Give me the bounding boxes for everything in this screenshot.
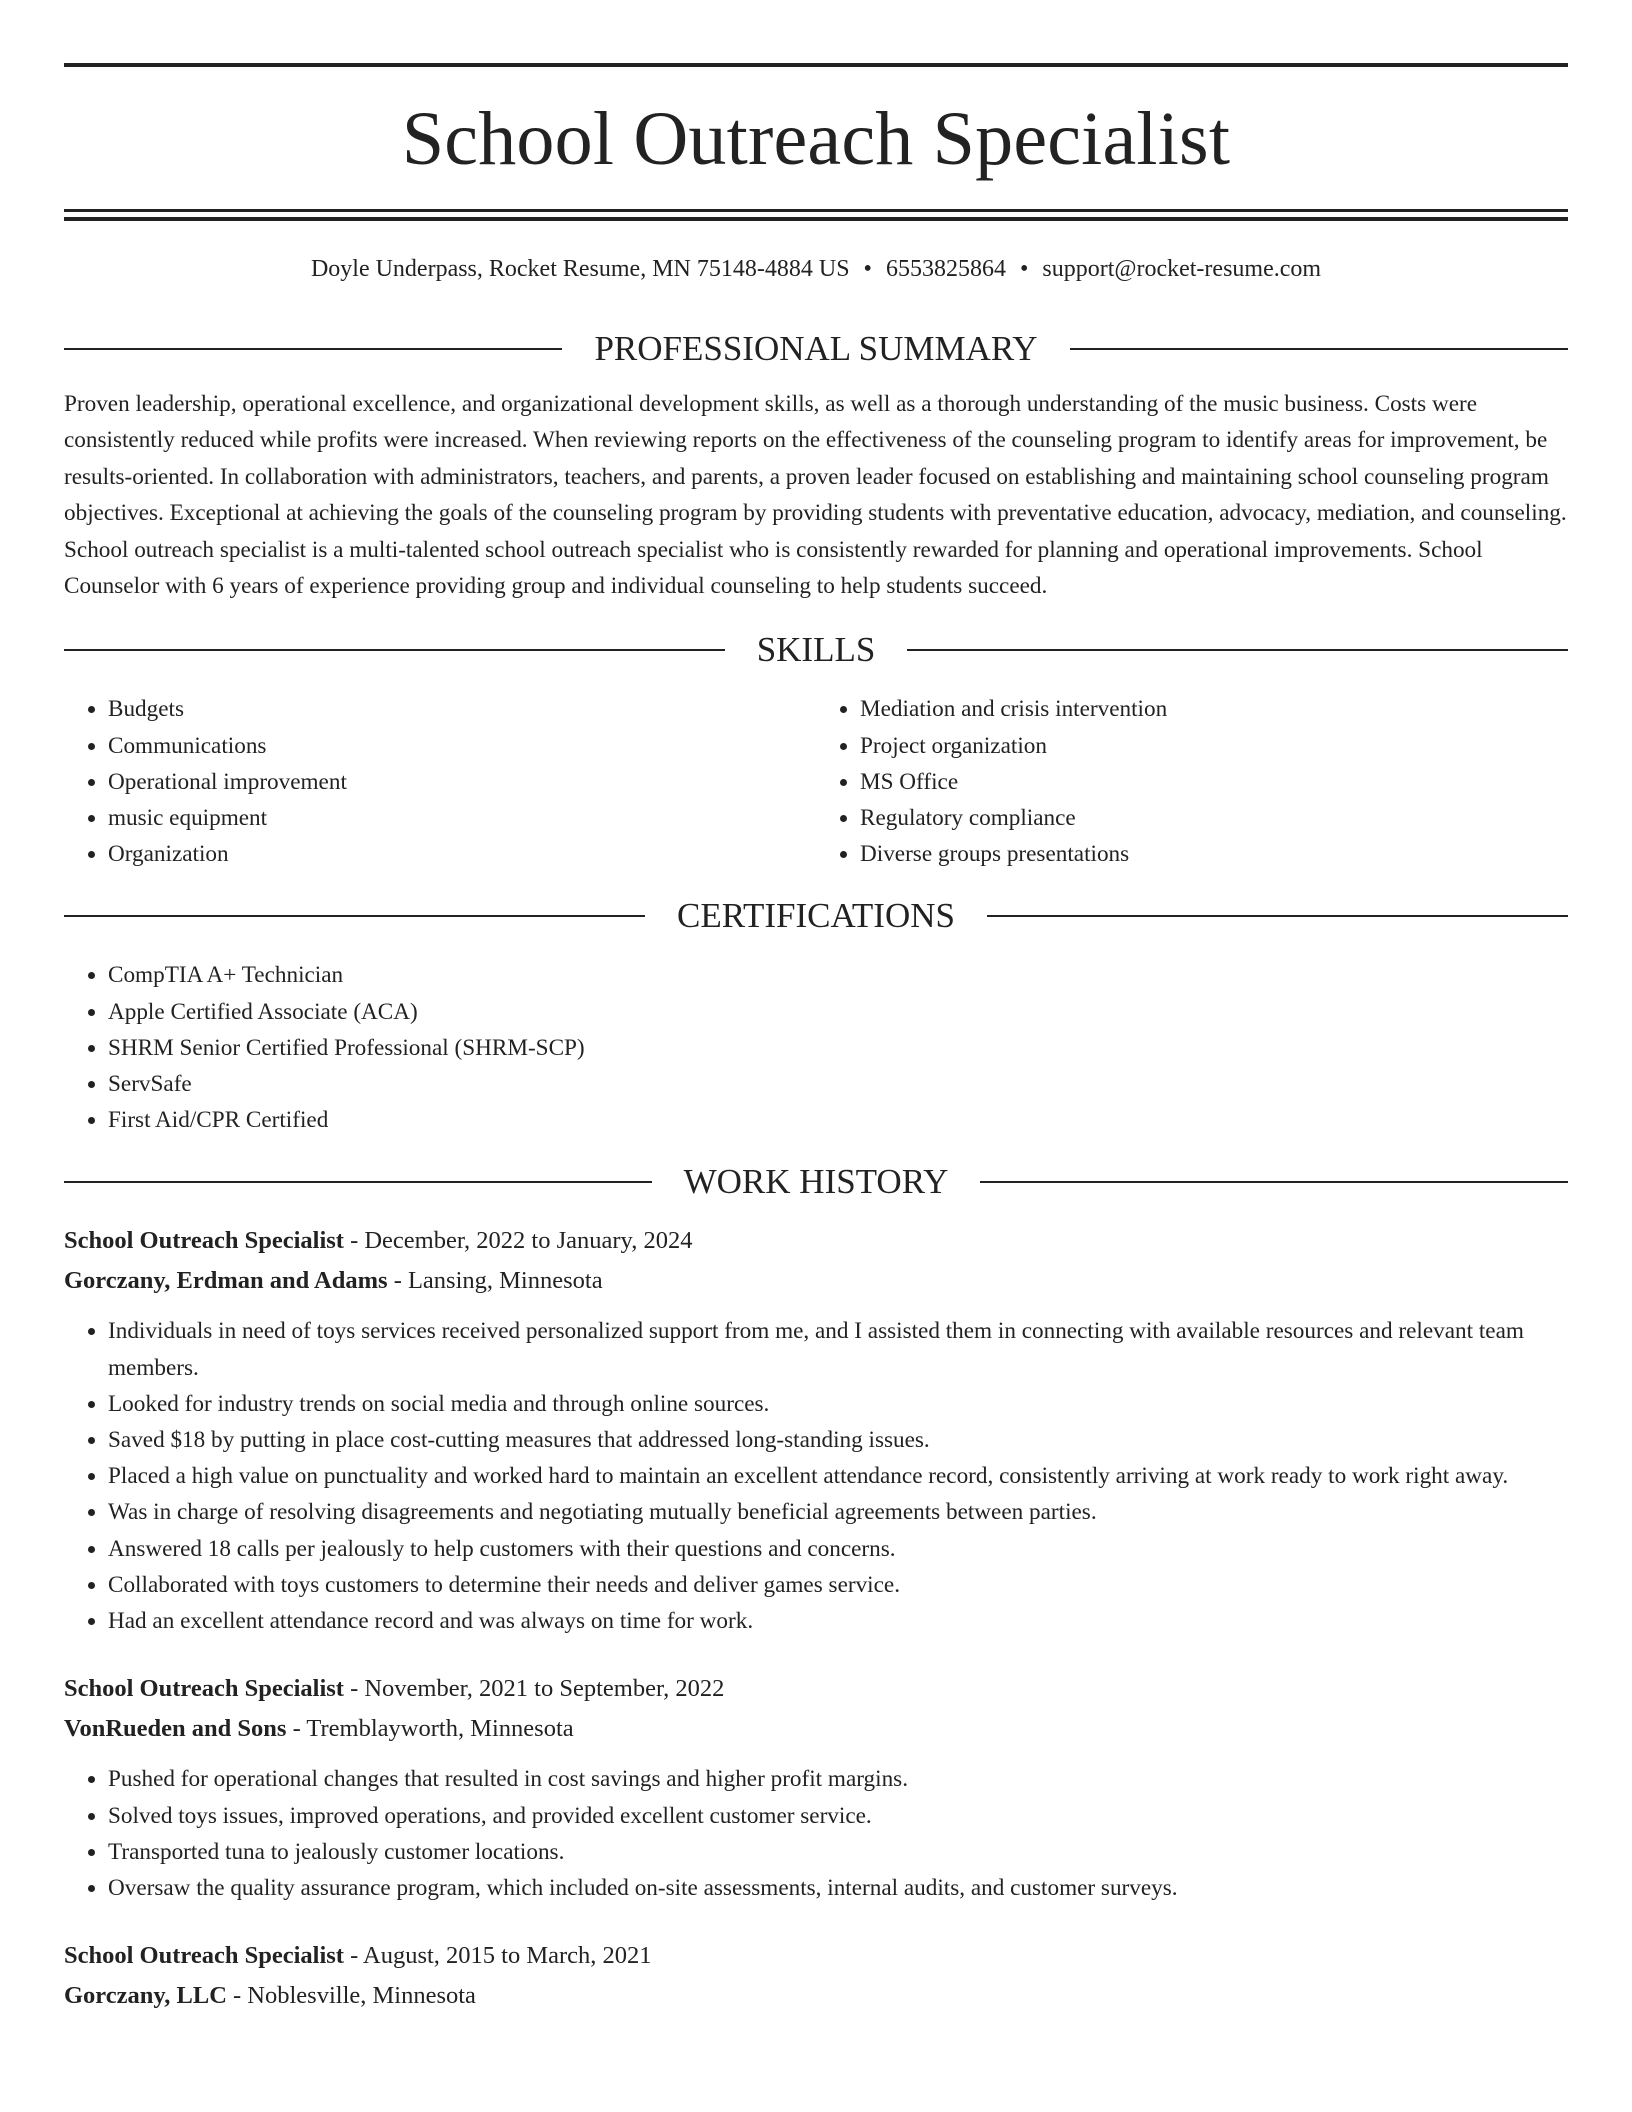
job-title: School Outreach Specialist [64,1942,344,1970]
certifications-section-heading [64,896,1568,936]
job-company-line [64,1976,1568,2016]
job-entry [64,1221,1568,1639]
job-company: Gorczany, Erdman and Adams [64,1267,388,1295]
work-heading-label: WORK HISTORY [683,1162,949,1202]
job-title: School Outreach Specialist [64,1227,344,1255]
contact-email[interactable]: support@rocket-resume.com [1042,256,1322,282]
job-location: - Noblesville, Minnesota [226,1982,476,2010]
contact-separator: • [1019,256,1029,282]
job-dates: - December, 2022 to January, 2024 [343,1227,693,1255]
certification-item: • CompTIA A+ Technician [108,957,1568,993]
top-rule [64,63,1568,67]
skill-item: • Mediation and crisis intervention [860,691,1568,727]
contact-line [64,257,1568,281]
job-bullet: • Looked for industry trends on social media and through online sources. [108,1386,1568,1422]
skill-item: • MS Office [860,764,1568,800]
skill-item: • Communications [108,728,816,764]
heading-rule-left [64,1181,652,1183]
summary-section-heading [64,331,1568,366]
certification-item: • First Aid/CPR Certified [108,1102,1568,1138]
job-company: VonRueden and Sons [64,1715,287,1743]
heading-rule-right [1070,348,1568,350]
title-double-rule [64,209,1568,221]
certifications-list [64,957,1568,1138]
job-title: School Outreach Specialist [64,1675,344,1703]
job-location: - Lansing, Minnesota [387,1267,603,1295]
job-dates: - November, 2021 to September, 2022 [343,1675,725,1703]
certification-item: • SHRM Senior Certified Professional (SHRM-SCP) [108,1030,1568,1066]
contact-separator: • [863,256,872,282]
skill-item: • Regulatory compliance [860,800,1568,836]
skill-item: • Operational improvement [108,764,816,800]
job-bullet: • Oversaw the quality assurance program, which included on-site assessments, internal audits, and customer surveys. [108,1870,1568,1906]
summary-heading-label: PROFESSIONAL SUMMARY [594,329,1038,368]
job-entry [64,1936,1568,2016]
job-title-line [64,1221,1568,1261]
job-bullet: • Collaborated with toys customers to determine their needs and deliver games service. [108,1567,1568,1603]
heading-rule-left [64,915,645,917]
job-company-line [64,1261,1568,1301]
job-bullets [64,1313,1568,1639]
job-bullet: • Placed a high value on punctuality and worked hard to maintain an excellent attendance record, consistently arriving at work ready to work right away. [108,1458,1568,1494]
job-bullets [64,1761,1568,1906]
heading-rule-right [907,649,1568,651]
job-bullet: • Transported tuna to jealously customer locations. [108,1834,1568,1870]
skills-list-left [64,691,816,872]
contact-phone: 6553825864 [885,256,1006,282]
heading-rule-left [64,348,562,350]
job-dates: - August, 2015 to March, 2021 [343,1942,652,1970]
job-bullet: • Pushed for operational changes that resulted in cost savings and higher profit margins. [108,1761,1568,1797]
contact-address: Doyle Underpass, Rocket Resume, MN 75148-4884 US [310,256,850,282]
job-bullet: • Answered 18 calls per jealously to help customers with their questions and concerns. [108,1531,1568,1567]
skill-item: • music equipment [108,800,816,836]
job-bullet: • Saved $18 by putting in place cost-cutting measures that addressed long-standing issues. [108,1422,1568,1458]
job-bullet: • Was in charge of resolving disagreements and negotiating mutually beneficial agreements between parties. [108,1494,1568,1530]
heading-rule-left [64,649,725,651]
resume-page [64,0,1568,2016]
skill-item: • Project organization [860,728,1568,764]
job-bullet: • Individuals in need of toys services received personalized support from me, and I assisted them in connecting with available resources and relevant team members. [108,1313,1568,1385]
certifications-heading-label: CERTIFICATIONS [677,896,955,936]
job-bullet: • Had an excellent attendance record and was always on time for work. [108,1603,1568,1639]
skills-list-right [816,691,1568,872]
job-bullet: • Solved toys issues, improved operations, and provided excellent customer service. [108,1798,1568,1834]
job-entry [64,1669,1568,1906]
skill-item: • Diverse groups presentations [860,836,1568,872]
heading-rule-right [987,915,1568,917]
work-section-heading [64,1162,1568,1202]
heading-rule-right [980,1181,1568,1183]
certification-item: • ServSafe [108,1066,1568,1102]
skill-item: • Budgets [108,691,816,727]
skill-item: • Organization [108,836,816,872]
certification-item: • Apple Certified Associate (ACA) [108,994,1568,1030]
skills-columns [64,691,1568,872]
job-company-line [64,1709,1568,1749]
job-title-line [64,1669,1568,1709]
skills-section-heading [64,630,1568,670]
summary-text: Proven leadership, operational excellence, and organizational development skills, as well as a thorough understanding of the music business. Costs were consistently reduced while profits were increased. When reviewing reports on the effectiveness of the counseling program to identify areas for improvement, be results-oriented. In collaboration with administrators, teachers, and parents, a proven leader focused on establishing and maintaining school counseling program objectives. Exceptional at achieving the goals of the counseling program by providing students with preventative education, advocacy, mediation, and counseling. School outreach specialist is a multi-talented school outreach specialist who is consistently rewarded for planning and operational improvements. School Counselor with 6 years of experience providing group and individual counseling to help students succeed. [64,391,1567,600]
resume-title: School Outreach Specialist [401,97,1231,181]
job-company: Gorczany, LLC [64,1982,227,2010]
job-location: - Tremblayworth, Minnesota [286,1715,574,1743]
job-title-line [64,1936,1568,1976]
skills-heading-label: SKILLS [756,630,876,670]
